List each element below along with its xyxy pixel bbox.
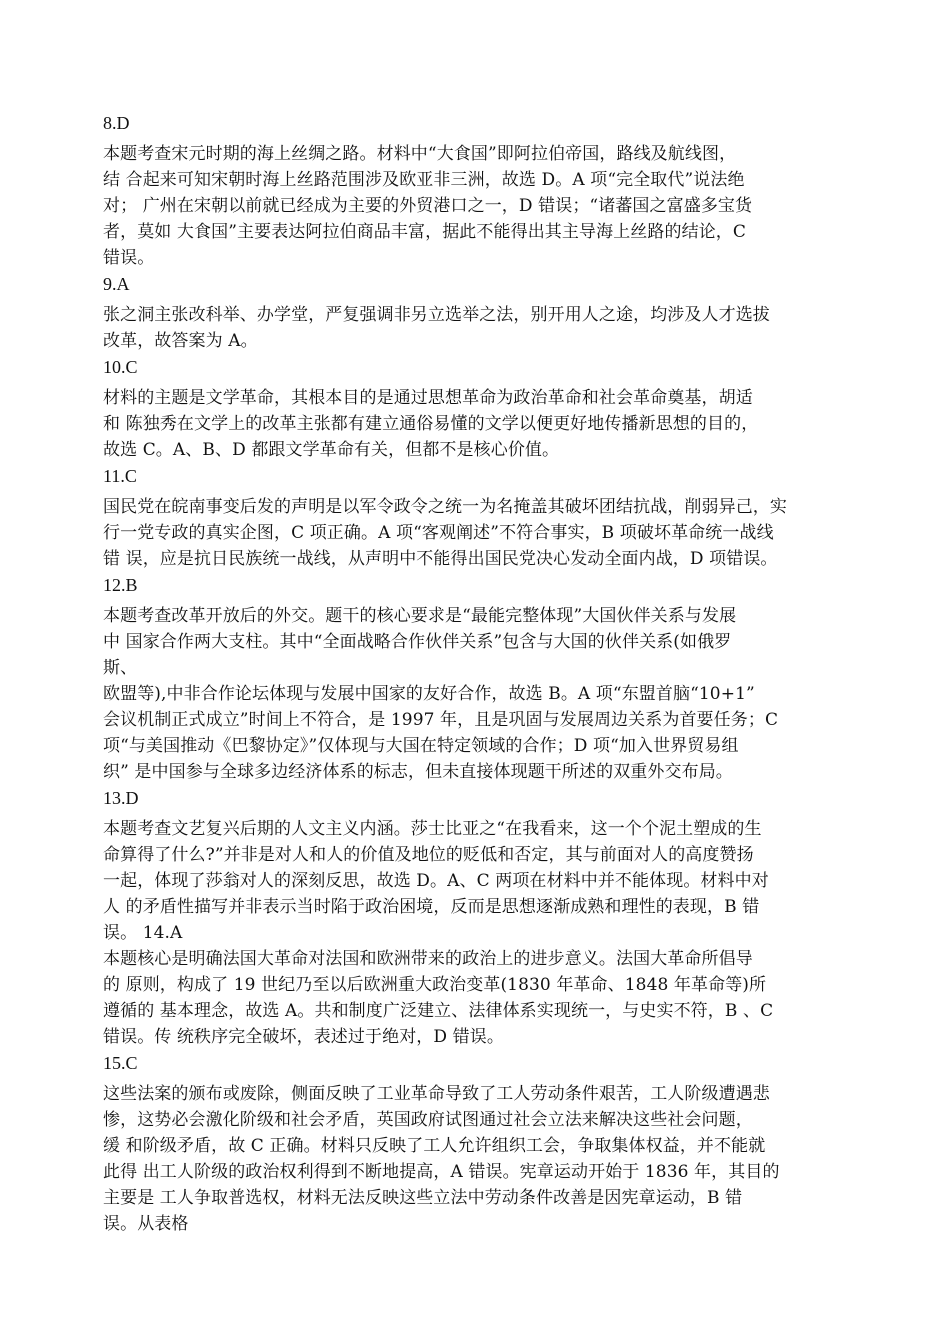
- explanation-line: 张之洞主张改科举、办学堂，严复强调非另立选举之法，别开用人之途，均涉及人才选拔: [103, 305, 770, 325]
- explanation-line: 错 误，应是抗日民族统一战线，从声明中不能得出国民党决心发动全面内战，D 项错误。: [103, 549, 778, 569]
- explanation-line: 命算得了什么?”并非是对人和人的价值及地位的贬低和否定，其与前面对人的高度赞扬: [103, 845, 754, 865]
- answer-item: [103, 1050, 863, 1237]
- explanation-line: 本题考查文艺复兴后期的人文主义内涵。莎士比亚之“在我看来，这一个个泥土塑成的生: [103, 819, 762, 839]
- explanation-line: 人 的矛盾性描写并非表示当时陷于政治困境，反而是思想逐渐成熟和理性的表现，B 错: [103, 897, 760, 917]
- answer-item: [103, 785, 863, 1050]
- explanation-line: 故选 C。A、B、D 都跟文学革命有关，但都不是核心价值。: [103, 440, 560, 460]
- explanation-line: 欧盟等),中非合作论坛体现与发展中国家的友好合作，故选 B。A 项“东盟首脑“10+1”: [103, 684, 755, 704]
- explanation-line: 中 国家合作两大支柱。其中“全面战略合作伙伴关系”包含与大国的伙伴关系(如俄罗: [103, 632, 732, 652]
- explanation-line: 项“与美国推动《巴黎协定》”仅体现与大国在特定领域的合作；D 项“加入世界贸易组: [103, 736, 739, 756]
- answer-number: 13.D: [103, 788, 139, 808]
- answer-explanations: [103, 110, 863, 1237]
- explanation-line: 斯、: [103, 658, 138, 678]
- explanation-line: 会议机制正式成立”时间上不符合，是 1997 年，且是巩固与发展周边关系为首要任务；C: [103, 710, 779, 730]
- explanation-line: 本题考查改革开放后的外交。题干的核心要求是“最能完整体现”大国伙伴关系与发展: [103, 606, 737, 626]
- explanation-line: 的 原则，构成了 19 世纪乃至以后欧洲重大政治变革(1830 年革命、1848 年革命等)所: [103, 975, 767, 995]
- explanation-line: 和 陈独秀在文学上的改革主张都有建立通俗易懂的文学以便更好地传播新思想的目的，: [103, 414, 759, 434]
- explanation-line: 一起，体现了莎翁对人的深刻反思，故选 D。A、C 两项在材料中并不能体现。材料中对: [103, 871, 769, 891]
- explanation-line: 遵循的 基本理念，故选 A。共和制度广泛建立、法律体系实现统一，与史实不符，B 、C: [103, 1001, 774, 1021]
- answer-number: 15.C: [103, 1053, 138, 1073]
- explanation-line: 者，莫如 大食国”主要表达阿拉伯商品丰富，据此不能得出其主导海上丝路的结论，C: [103, 222, 746, 242]
- explanation-line: 织” 是中国参与全球多边经济体系的标志，但未直接体现题干所述的双重外交布局。: [103, 762, 733, 782]
- explanation-line: 本题核心是明确法国大革命对法国和欧洲带来的政治上的进步意义。法国大革命所倡导: [103, 949, 753, 969]
- explanation-line: 此得 出工人阶级的政治权利得到不断地提高，A 错误。宪章运动开始于 1836 年，其目的: [103, 1162, 780, 1182]
- explanation-line: 改革，故答案为 A。: [103, 331, 258, 351]
- answer-item: [103, 110, 863, 271]
- explanation-line: 本题考查宋元时期的海上丝绸之路。材料中“大食国”即阿拉伯帝国，路线及航线图，: [103, 144, 737, 164]
- answer-item: [103, 354, 863, 463]
- explanation-line: 错误。传 统秩序完全破坏，表述过于绝对，D 错误。: [103, 1027, 504, 1047]
- answer-number: 12.B: [103, 575, 138, 595]
- explanation-line: 行一党专政的真实企图，C 项正确。A 项“客观阐述”不符合事实，B 项破坏革命统一战线: [103, 523, 774, 543]
- answer-item: [103, 271, 863, 354]
- explanation-line: 错误。: [103, 248, 155, 268]
- explanation-line: 惨，这势必会激化阶级和社会矛盾，英国政府试图通过社会立法来解决这些社会问题，: [103, 1110, 753, 1130]
- explanation-line: 国民党在皖南事变后发的声明是以军令政令之统一为名掩盖其破坏团结抗战，削弱异己，实: [103, 497, 787, 517]
- explanation-line: 对； 广州在宋朝以前就已经成为主要的外贸港口之一，D 错误；“诸蕃国之富盛多宝货: [103, 196, 753, 216]
- explanation-line: 误。 14.A: [103, 923, 183, 943]
- explanation-line: 主要是 工人争取普选权，材料无法反映这些立法中劳动条件改善是因宪章运动，B 错: [103, 1188, 743, 1208]
- answer-item: [103, 572, 863, 785]
- answer-number: 10.C: [103, 357, 138, 377]
- explanation-line: 缓 和阶级矛盾，故 C 正确。材料只反映了工人允许组织工会，争取集体权益，并不能就: [103, 1136, 766, 1156]
- answer-number: 9.A: [103, 274, 130, 294]
- answer-number: 8.D: [103, 113, 130, 133]
- explanation-line: 这些法案的颁布或废除，侧面反映了工业革命导致了工人劳动条件艰苦，工人阶级遭遇悲: [103, 1084, 770, 1104]
- answer-number: 11.C: [103, 466, 137, 486]
- explanation-line: 结 合起来可知宋朝时海上丝路范围涉及欧亚非三洲，故选 D。A 项“完全取代”说法绝: [103, 170, 745, 190]
- explanation-line: 材料的主题是文学革命，其根本目的是通过思想革命为政治革命和社会革命奠基，胡适: [103, 388, 753, 408]
- explanation-line: 误。从表格: [103, 1214, 189, 1234]
- answer-item: [103, 463, 863, 572]
